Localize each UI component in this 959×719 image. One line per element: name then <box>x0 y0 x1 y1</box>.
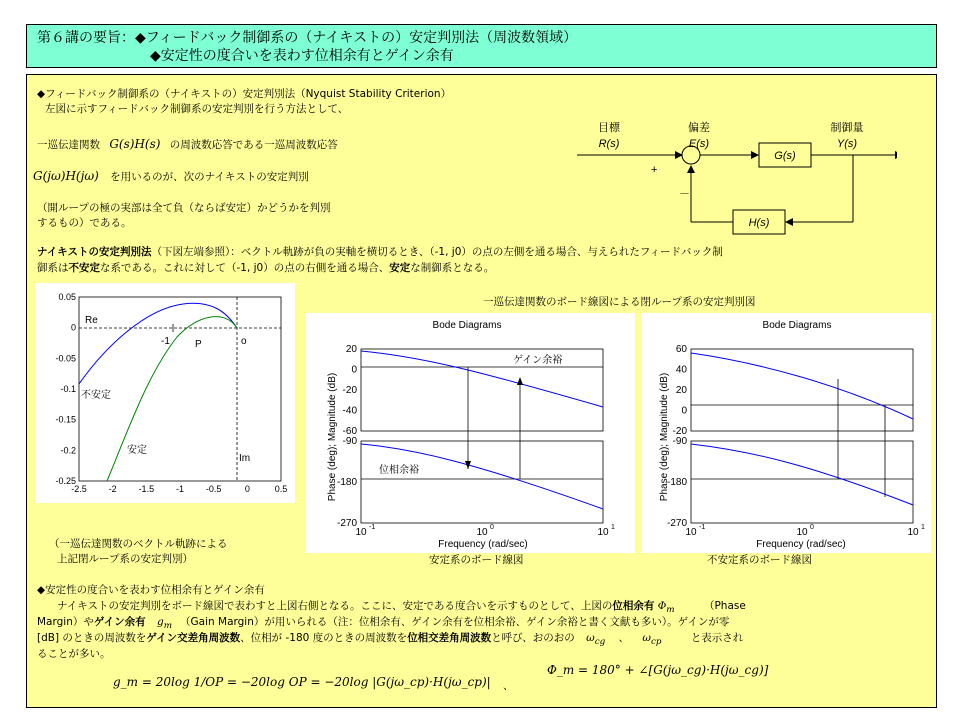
nyquist-caption-2: 上記閉ループ系の安定判別） <box>57 553 193 565</box>
bode-stable-xlabel: Frequency (rad/sec) <box>438 539 528 550</box>
bode-xtick-exponent: 1 <box>611 524 615 531</box>
bode-mag-tick: 0 <box>351 364 357 376</box>
loop-prefix: 一巡伝達関数 <box>37 139 100 151</box>
ref-signal: R(s) <box>598 138 620 150</box>
phase-margin-label: 位相余裕 <box>379 465 419 476</box>
p-label: P <box>195 339 202 350</box>
bode-xtick: 10 <box>476 527 488 538</box>
bode-xtick-exponent: 1 <box>921 524 925 531</box>
criterion-unstable: 不安定 <box>68 262 100 274</box>
stable-label: 安定 <box>127 445 147 456</box>
nyquist-xtick: -0.5 <box>205 484 222 494</box>
nyquist-ytick: -0.15 <box>55 414 76 425</box>
freq-suffix: を用いるのが、次のナイキストの安定判別 <box>110 171 309 183</box>
bode-xtick: 10 <box>685 527 697 538</box>
bode-section-title: 一巡伝達関数のボード線図による閉ループ系の安定判別図 <box>483 296 756 308</box>
phase-crossover-term: 位相交差角周波数 <box>407 632 492 644</box>
bode-mag-tick: -20 <box>342 385 357 396</box>
gain-margin-term: ゲイン余有 <box>93 616 146 628</box>
o-label: o <box>241 336 247 347</box>
bode-unstable-caption: 不安定系のボード線図 <box>707 554 812 566</box>
bode-mag-tick: 20 <box>675 385 687 396</box>
intro-paren-1: （開ループの極の実部は全て負（ならば安定）かどうかを判別 <box>37 202 331 214</box>
nyquist-xtick: 0 <box>244 484 250 494</box>
minus-sign: － <box>679 188 690 200</box>
criterion-text-2b: な系である。これに対して（-1, j0）の点の右側を通る場合、 <box>100 262 390 274</box>
gain-margin-label: ゲイン余裕 <box>513 355 563 366</box>
bode-xtick: 10 <box>796 527 808 538</box>
bode-phase-tick: -270 <box>666 518 687 529</box>
omega-cg-symbol: $\omega_{cg}$ <box>586 632 606 648</box>
err-signal: E(s) <box>688 138 710 150</box>
bode-unstable-ylabel: Phase (deg); Magnitude (dB) <box>659 372 670 502</box>
nyquist-plot <box>35 283 295 503</box>
bode-unstable <box>641 313 931 553</box>
bode-stable-caption: 安定系のボード線図 <box>429 554 524 566</box>
criterion-text-1: （下図左端参照）：ベクトル軌跡が負の実軸を横切るとき、（-1, j0）の点の左側を通る場合、与えられたフィードバック制 <box>151 246 723 258</box>
bode-mag-tick: 20 <box>345 344 357 355</box>
feedback-block-label: H(s) <box>748 217 770 229</box>
margins-text-3c: と呼び、おのおの <box>491 632 575 644</box>
out-signal: Y(s) <box>836 138 858 150</box>
intro-freq-line <box>33 169 309 184</box>
margins-text-2a: Margin）や <box>37 616 94 628</box>
title-box <box>26 24 937 68</box>
criterion-line-2 <box>37 261 494 275</box>
bode-unstable-title: Bode Diagrams <box>762 320 832 331</box>
nyquist-xtick: -1 <box>175 484 185 494</box>
nyquist-ytick: -0.1 <box>60 384 76 394</box>
criterion-stable: 安定 <box>389 262 411 274</box>
margins-comma: 、 <box>618 632 630 644</box>
bode-phase-tick: -270 <box>336 518 357 529</box>
bode-stable-title: Bode Diagrams <box>432 320 502 331</box>
bode-mag-tick: -60 <box>342 426 357 437</box>
margins-text-3d: と表示され <box>690 632 744 644</box>
criterion-text-2c: な制御系となる。 <box>410 262 495 274</box>
block-diagram <box>557 119 897 239</box>
ref-label: 目標 <box>598 122 620 134</box>
margins-text-1b: （Phase <box>703 600 746 612</box>
bode-mag-tick: -20 <box>672 426 687 437</box>
bode-phase-tick: -180 <box>666 477 687 488</box>
gain-crossover-term: ゲイン交差角周波数 <box>146 632 241 644</box>
nyquist-xtick: 0.5 <box>274 484 288 494</box>
nyquist-caption-1: （一巡伝達関数のベクトル軌跡による <box>49 538 228 550</box>
unstable-label: 不安定 <box>81 390 111 401</box>
phi-m-symbol: $\Phi_m$ <box>657 600 675 616</box>
nyquist-xtick: -2 <box>108 484 117 494</box>
nyquist-xtick: -2.5 <box>71 484 87 494</box>
nyquist-xtick: -1.5 <box>138 484 155 494</box>
nyquist-ytick: 0.05 <box>58 292 76 302</box>
bode-unstable-xlabel: Frequency (rad/sec) <box>756 539 846 550</box>
margins-line-3 <box>37 631 743 649</box>
bode-phase-tick: -90 <box>672 436 687 447</box>
g-m-symbol: $g_m$ <box>156 616 173 632</box>
nyquist-ytick: -0.2 <box>60 445 76 456</box>
formula-phim: Φ_m = 180° + ∠[G(jω_cg)·H(jω_cg)] <box>547 663 769 677</box>
bode-xtick-exponent: 0 <box>810 524 814 531</box>
bode-xtick-exponent: 0 <box>490 524 494 531</box>
err-label: 偏差 <box>688 122 710 134</box>
bode-stable <box>305 313 635 553</box>
loop-suffix: の周波数応答である一巡周波数応答 <box>169 139 338 151</box>
margins-text-3b: 、位相が -180 度のときの周波数を <box>240 632 408 644</box>
bode-xtick-exponent: -1 <box>699 524 706 531</box>
nyquist-ytick: -0.25 <box>55 476 76 486</box>
bode-xtick-exponent: -1 <box>369 524 376 531</box>
loop-formula: G(s)H(s) <box>109 137 161 151</box>
bode-mag-tick: 40 <box>675 364 687 376</box>
criterion-line-1 <box>37 245 723 259</box>
forward-block-label: G(s) <box>774 150 796 162</box>
criterion-bold: ナイキストの安定判別法 <box>37 246 152 258</box>
bode-mag-tick: 0 <box>681 405 687 417</box>
intro-loop-line <box>37 137 338 152</box>
title-line-2: ◆安定性の度合いを表わす位相余有とゲイン余有 <box>150 48 454 64</box>
content-panel <box>26 74 937 708</box>
formula-gm: g_m = 20log 1/OP = −20log OP = −20log |G(jω_cp)·H(jω_cp)| <box>113 675 491 689</box>
intro-line-1: 左図に示すフィードバック制御系の安定判別を行う方法として、 <box>45 103 349 115</box>
plus-sign: + <box>651 164 658 176</box>
bode-xtick: 10 <box>907 527 919 538</box>
margins-heading: ◆安定性の度合いを表わす位相余有とゲイン余有 <box>37 584 265 596</box>
title-line-1: 第６講の要旨：◆フィードバック制御系の（ナイキストの）安定判別法（周波数領域） <box>37 30 578 46</box>
bode-xtick: 10 <box>597 527 609 538</box>
bode-mag-tick: 60 <box>675 344 687 355</box>
intro-paren-2: するもの）である。 <box>37 217 132 229</box>
minus-one-label: -1 <box>161 336 170 347</box>
margins-line-4: ることが多い。 <box>37 648 111 660</box>
margins-text-3a: [dB] のときの周波数を <box>37 632 147 644</box>
bode-mag-tick: -40 <box>342 405 357 417</box>
bode-xtick: 10 <box>355 527 367 538</box>
bode-stable-ylabel: Phase (deg); Magnitude (dB) <box>327 372 338 502</box>
omega-cp-symbol: $\omega_{cp}$ <box>642 632 662 648</box>
out-label: 制御量 <box>830 122 864 134</box>
freq-formula: G(jω)H(jω) <box>33 169 99 183</box>
re-label: Re <box>85 315 98 326</box>
im-label: Im <box>239 453 251 464</box>
intro-heading: ◆フィードバック制御系の（ナイキストの）安定判別法（Nyquist Stability Criterion） <box>37 88 452 100</box>
bode-phase-tick: -90 <box>342 436 357 447</box>
phase-margin-term: 位相余有 <box>612 600 655 612</box>
criterion-text-2a: 御系は <box>37 262 69 274</box>
bode-phase-tick: -180 <box>336 477 357 488</box>
nyquist-ytick: 0 <box>70 322 76 333</box>
nyquist-ytick: -0.05 <box>55 353 76 364</box>
margins-text-1a: ナイキストの安定判別をボード線図で表わすと上図右側となる。ここに、安定である度合いを示すものとして、上図の <box>57 600 613 612</box>
formula-separator: 、 <box>503 680 514 692</box>
margins-text-2b: （Gain Margin）が用いられる（注：位相余有、ゲイン余有を位相余裕、ゲイン余裕と書く文献も多い）。ゲインが零 <box>180 616 730 628</box>
